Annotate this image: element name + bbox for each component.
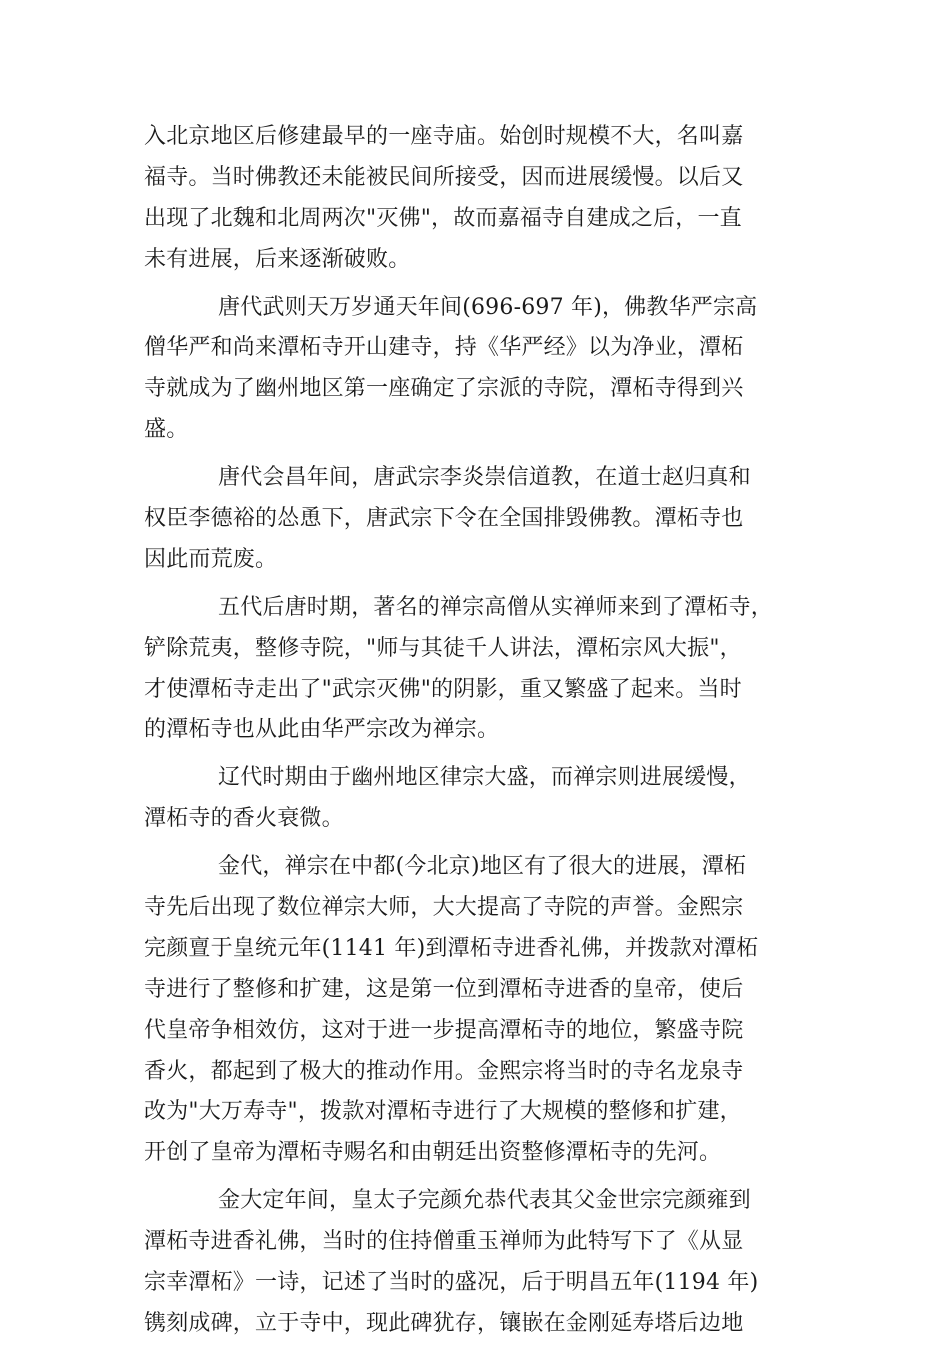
paragraph-tang-huichang bbox=[144, 458, 806, 581]
paragraph-liao bbox=[144, 758, 806, 840]
text-line: 宗幸潭柘》一诗，记述了当时的盛况，后于明昌五年(1194 年) bbox=[144, 1270, 759, 1296]
text-line: 香火，都起到了极大的推动作用。金熙宗将当时的寺名龙泉寺 bbox=[144, 1058, 744, 1084]
paragraph-jin-dading bbox=[144, 1181, 806, 1345]
text-line: 盛。 bbox=[144, 417, 189, 443]
text-line: 入北京地区后修建最早的一座寺庙。始创时规模不大，名叫嘉 bbox=[144, 124, 744, 149]
text-line: 寺先后出现了数位禅宗大师，大大提高了寺院的声誉。金熙宗 bbox=[144, 895, 744, 921]
paragraph-intro-continued bbox=[144, 117, 806, 281]
text-line: 辽代时期由于幽州地区律宗大盛，而禅宗则进展缓慢， bbox=[218, 765, 751, 791]
text-line: 唐代武则天万岁通天年间(696-697 年)，佛教华严宗高 bbox=[218, 294, 758, 320]
text-line: 完颜亶于皇统元年(1141 年)到潭柘寺进香礼佛，并拨款对潭柘 bbox=[144, 935, 759, 961]
text-line: 寺就成为了幽州地区第一座确定了宗派的寺院，潭柘寺得到兴 bbox=[144, 376, 744, 402]
text-line: 福寺。当时佛教还未能被民间所接受，因而进展缓慢。以后又 bbox=[144, 164, 744, 190]
paragraph-tang-wuzetian bbox=[144, 288, 806, 452]
text-line: 未有进展，后来逐渐破败。 bbox=[144, 246, 411, 272]
text-line: 铲除荒夷，整修寺院，"师与其徒千人讲法，潭柘宗风大振"， bbox=[144, 635, 742, 661]
article-body bbox=[144, 117, 806, 1345]
text-line: 出现了北魏和北周两次"灭佛"，故而嘉福寺自建成之后，一直 bbox=[144, 205, 742, 231]
text-line: 寺进行了整修和扩建，这是第一位到潭柘寺进香的皇帝，使后 bbox=[144, 976, 744, 1002]
text-line: 开创了皇帝为潭柘寺赐名和由朝廷出资整修潭柘寺的先河。 bbox=[144, 1140, 722, 1166]
text-line: 潭柘寺的香火衰微。 bbox=[144, 806, 344, 832]
paragraph-later-tang bbox=[144, 588, 806, 752]
text-line: 改为"大万寿寺"，拨款对潭柘寺进行了大规模的整修和扩建， bbox=[144, 1099, 742, 1125]
text-line: 金代，禅宗在中都(今北京)地区有了很大的进展，潭柘 bbox=[218, 854, 747, 880]
text-line: 代皇帝争相效仿，这对于进一步提高潭柘寺的地位，繁盛寺院 bbox=[144, 1017, 744, 1043]
text-line: 潭柘寺进香礼佛，当时的住持僧重玉禅师为此特写下了《从显 bbox=[144, 1229, 744, 1255]
text-line: 金大定年间，皇太子完颜允恭代表其父金世宗完颜雍到 bbox=[218, 1188, 751, 1214]
text-line: 才使潭柘寺走出了"武宗灭佛"的阴影，重又繁盛了起来。当时 bbox=[144, 676, 742, 702]
paragraph-jin bbox=[144, 847, 806, 1174]
text-line: 权臣李德裕的怂恿下，唐武宗下令在全国排毁佛教。潭柘寺也 bbox=[144, 506, 744, 532]
text-line: 唐代会昌年间，唐武宗李炎崇信道教，在道士赵归真和 bbox=[218, 465, 751, 491]
text-line: 的潭柘寺也从此由华严宗改为禅宗。 bbox=[144, 717, 500, 743]
text-line: 五代后唐时期，著名的禅宗高僧从实禅师来到了潭柘寺， bbox=[218, 594, 774, 620]
text-line: 僧华严和尚来潭柘寺开山建寺，持《华严经》以为净业，潭柘 bbox=[144, 335, 744, 361]
text-line: 镌刻成碑，立于寺中，现此碑犹存，镶嵌在金刚延寿塔后边地 bbox=[144, 1310, 744, 1336]
text-line: 因此而荒废。 bbox=[144, 546, 278, 572]
